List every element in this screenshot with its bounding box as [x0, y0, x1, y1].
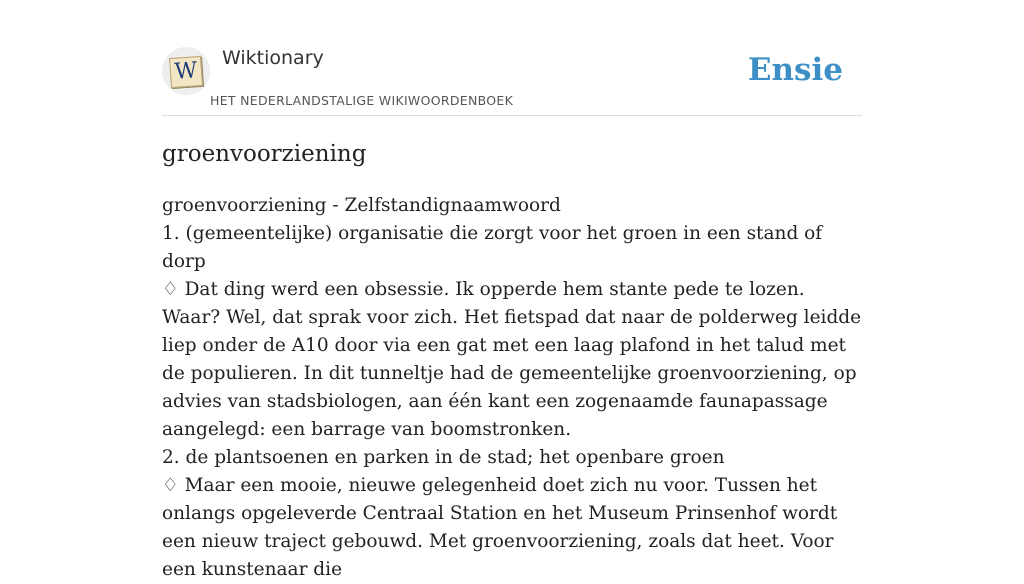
site-header [162, 40, 862, 116]
example-text-1: Dat ding werd een obsessie. Ik opperde hem stante pede te lozen. Waar? Wel, dat sprak voor zich. Het fietspad dat naar de polderweg leidde liep onder de A10 door via een gat met een laag plafond in het talud met de populieren. In dit tunneltje had de gemeentelijke groenvoorziening, op advies van stadsbiologen, aan één kant een zogenaamde faunapassage aangelegd: een barrage van boomstronken. [162, 279, 862, 440]
example-quote-2 [162, 472, 862, 584]
site-tagline: HET NEDERLANDSTALIGE WIKIWOORDENBOEK [210, 93, 514, 108]
site-name[interactable]: Wiktionary [222, 47, 324, 69]
entry-content [162, 192, 862, 584]
logo-letter: W [173, 58, 199, 85]
logo-tile [169, 56, 203, 88]
diamond-icon: ♢ [162, 475, 179, 496]
definition-2: 2. de plantsoenen en parken in de stad; het openbare groen [162, 447, 725, 468]
diamond-icon: ♢ [162, 279, 179, 300]
example-quote-1 [162, 276, 862, 444]
wiktionary-logo-icon[interactable] [162, 47, 210, 95]
example-text-2: Maar een mooie, nieuwe gelegenheid doet zich nu voor. Tussen het onlangs opgeleverde Centraal Station en het Museum Prinsenhof wordt een nieuw traject gebouwd. Met groenvoorziening, zoals dat heet. Voor een kunstenaar die [162, 475, 838, 580]
page-title: groenvoorziening [162, 141, 367, 167]
ensie-brand-link[interactable]: Ensie [747, 52, 843, 88]
part-of-speech-line: groenvoorziening - Zelfstandignaamwoord [162, 195, 561, 216]
definition-1: 1. (gemeentelijke) organisatie die zorgt voor het groen in een stand of dorp [162, 223, 823, 272]
